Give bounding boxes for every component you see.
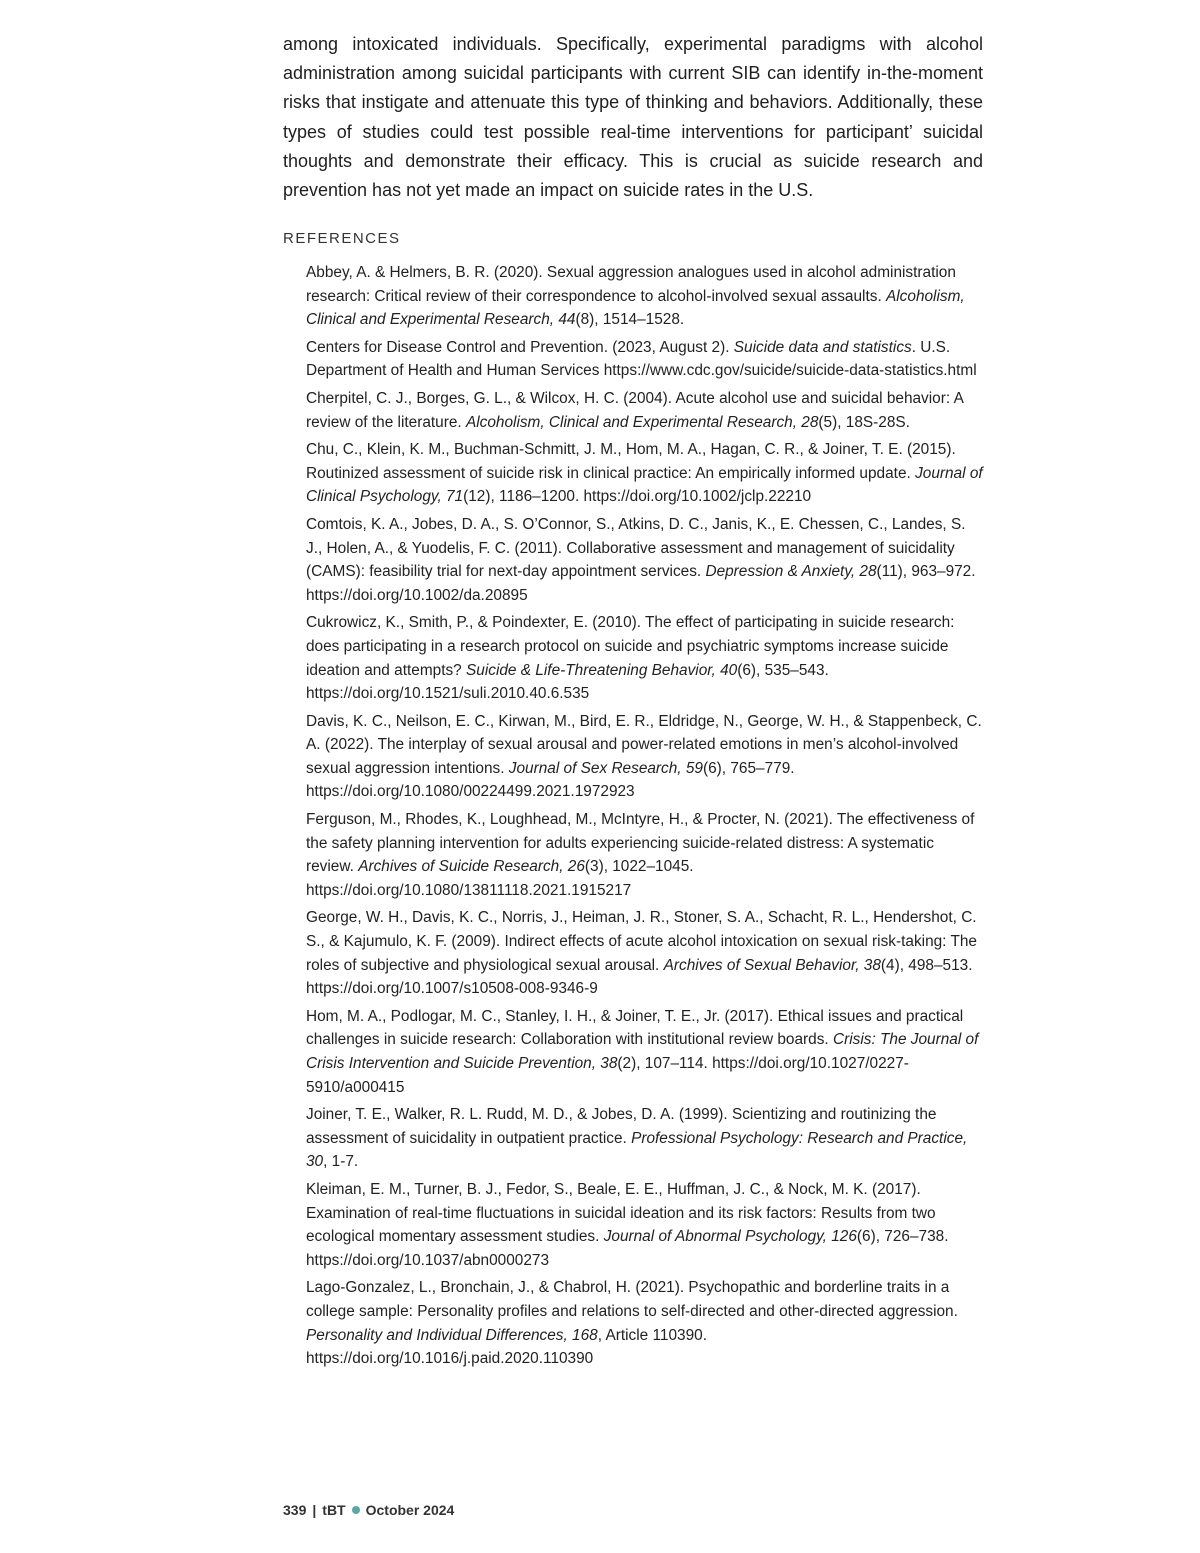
page-footer	[283, 1502, 454, 1518]
reference-details: (2), 107–114. https://doi.org/10.1027/0227-5910/a000415	[306, 1055, 909, 1096]
reference-text: Joiner, T. E., Walker, R. L. Rudd, M. D., & Jobes, D. A. (1999). Scientizing and routinizing the assessment of suicidality in outpatient practice.	[306, 1106, 937, 1147]
journal-name: tBT	[322, 1502, 346, 1518]
reference-text: Cukrowicz, K., Smith, P., & Poindexter, E. (2010). The effect of participating in suicide research: does participating in a research protocol on suicide and psychiatric symptoms increase suicide ideation and attempts?	[306, 614, 955, 679]
reference-text: Abbey, A. & Helmers, B. R. (2020). Sexual aggression analogues used in alcohol administration research: Critical review of their correspondence to alcohol-involved sexual assaults.	[306, 264, 956, 305]
reference-details: (6), 535–543. https://doi.org/10.1521/suli.2010.40.6.535	[306, 661, 829, 703]
reference-item	[306, 1276, 986, 1370]
issue-date: October 2024	[365, 1502, 455, 1518]
reference-item	[306, 611, 986, 705]
reference-source-title: Archives of Suicide Research, 26	[358, 858, 585, 876]
reference-source-title: Professional Psychology: Research and Practice, 30	[306, 1129, 968, 1171]
reference-item	[306, 1103, 986, 1174]
reference-source-title: Alcoholism, Clinical and Experimental Research, 28	[465, 413, 819, 431]
reference-source-title: Alcoholism, Clinical and Experimental Research, 44	[306, 287, 965, 329]
reference-text: Davis, K. C., Neilson, E. C., Kirwan, M., Bird, E. R., Eldridge, N., George, W. H., & Stappenbeck, C. A. (2022). The interplay of sexual arousal and power-related emotions in men’s alcohol-involved sexual aggression intentions.	[306, 712, 982, 777]
reference-source-title: Depression & Anxiety, 28	[705, 563, 877, 581]
reference-details: , 1-7.	[323, 1153, 359, 1171]
references-heading: REFERENCES	[283, 230, 401, 247]
reference-details: . U.S. Department of Health and Human Services https://www.cdc.gov/suicide/suicide-data-statistics.html	[306, 338, 977, 380]
footer-separator: |	[312, 1502, 317, 1518]
reference-text: Lago-Gonzalez, L., Bronchain, J., & Chabrol, H. (2021). Psychopathic and borderline traits in a college sample: Personality profiles and relations to self-directed and other-directed aggression.	[306, 1279, 958, 1320]
reference-item	[306, 1005, 986, 1099]
reference-source-title: Suicide data and statistics	[733, 338, 912, 356]
reference-text: Ferguson, M., Rhodes, K., Loughhead, M., McIntyre, H., & Procter, N. (2021). The effectiveness of the safety planning intervention for adults experiencing suicide-related distress: A systematic review.	[306, 811, 975, 876]
reference-source-title: Journal of Sex Research, 59	[508, 759, 703, 777]
intro-paragraph: among intoxicated individuals. Specifically, experimental paradigms with alcohol administration among suicidal participants with current SIB can identify in-the-moment risks that instigate and attenuate this type of thinking and behaviors. Additionally, these types of studies could test possible real-time interventions for participant’ suicidal thoughts and demonstrate their efficacy. This is crucial as suicide research and prevention has not yet made an impact on suicide rates in the U.S.	[283, 34, 983, 201]
reference-item	[306, 1178, 986, 1272]
reference-details: (4), 498–513. https://doi.org/10.1007/s10508-008-9346-9	[306, 956, 973, 998]
reference-details: (11), 963–972. https://doi.org/10.1002/da.20895	[306, 563, 976, 604]
reference-item	[306, 261, 986, 332]
reference-details: (6), 765–779. https://doi.org/10.1080/00224499.2021.1972923	[306, 759, 795, 801]
reference-source-title: Suicide & Life-Threatening Behavior, 40	[466, 661, 738, 679]
reference-item	[306, 513, 986, 607]
reference-text: George, W. H., Davis, K. C., Norris, J., Heiman, J. R., Stoner, S. A., Schacht, R. L., Hendershot, C. S., & Kajumulo, K. F. (2009). Indirect effects of acute alcohol intoxication on sexual risk-taking: The roles of subjective and physiological sexual arousal.	[306, 909, 977, 974]
reference-item	[306, 906, 986, 1000]
reference-item	[306, 710, 986, 804]
reference-text: Hom, M. A., Podlogar, M. C., Stanley, I. H., & Joiner, T. E., Jr. (2017). Ethical issues and practical challenges in suicide research: Collaboration with institutional review boards.	[306, 1007, 964, 1049]
reference-list	[306, 261, 986, 1375]
reference-details: (8), 1514–1528.	[575, 311, 685, 329]
reference-text: Kleiman, E. M., Turner, B. J., Fedor, S., Beale, E. E., Huffman, J. C., & Nock, M. K. (2017). Examination of real-time fluctuations in suicidal ideation and its risk factors: Results from two ecological momentary assessment studies.	[306, 1180, 936, 1246]
reference-text: Chu, C., Klein, K. M., Buchman-Schmitt, J. M., Hom, M. A., Hagan, C. R., & Joiner, T. E. (2015). Routinized assessment of suicide risk in clinical practice: An empirically informed update.	[306, 441, 956, 482]
reference-text: Centers for Disease Control and Prevention. (2023, August 2).	[306, 338, 734, 356]
reference-source-title: Journal of Clinical Psychology, 71	[306, 464, 983, 506]
reference-details: (3), 1022–1045. https://doi.org/10.1080/13811118.2021.1915217	[306, 858, 694, 899]
reference-text: Comtois, K. A., Jobes, D. A., S. O’Connor, S., Atkins, D. C., Janis, K., E. Chessen, C., Landes, S. J., Holen, A., & Yuodelis, F. C. (2011). Collaborative assessment and management of suicidality (CAMS): feasibility trial for next-day appointment services.	[306, 515, 966, 581]
reference-item	[306, 336, 986, 383]
page-number: 339	[283, 1502, 307, 1518]
reference-source-title: Archives of Sexual Behavior, 38	[663, 956, 881, 974]
reference-item	[306, 438, 986, 509]
reference-item	[306, 387, 986, 434]
reference-item	[306, 808, 986, 902]
reference-details: (6), 726–738. https://doi.org/10.1037/abn0000273	[306, 1228, 949, 1269]
reference-source-title: Personality and Individual Differences, 168	[306, 1326, 598, 1344]
bullet-dot-icon	[352, 1506, 360, 1514]
reference-source-title: Crisis: The Journal of Crisis Intervention and Suicide Prevention, 38	[306, 1031, 979, 1072]
reference-details: (12), 1186–1200. https://doi.org/10.1002/jclp.22210	[463, 488, 812, 506]
reference-text: Cherpitel, C. J., Borges, G. L., & Wilcox, H. C. (2004). Acute alcohol use and suicidal behavior: A review of the literature.	[306, 389, 963, 431]
reference-details: , Article 110390. https://doi.org/10.1016/j.paid.2020.110390	[306, 1326, 707, 1368]
reference-details: (5), 18S-28S.	[818, 413, 910, 431]
reference-source-title: Journal of Abnormal Psychology, 126	[603, 1228, 857, 1246]
